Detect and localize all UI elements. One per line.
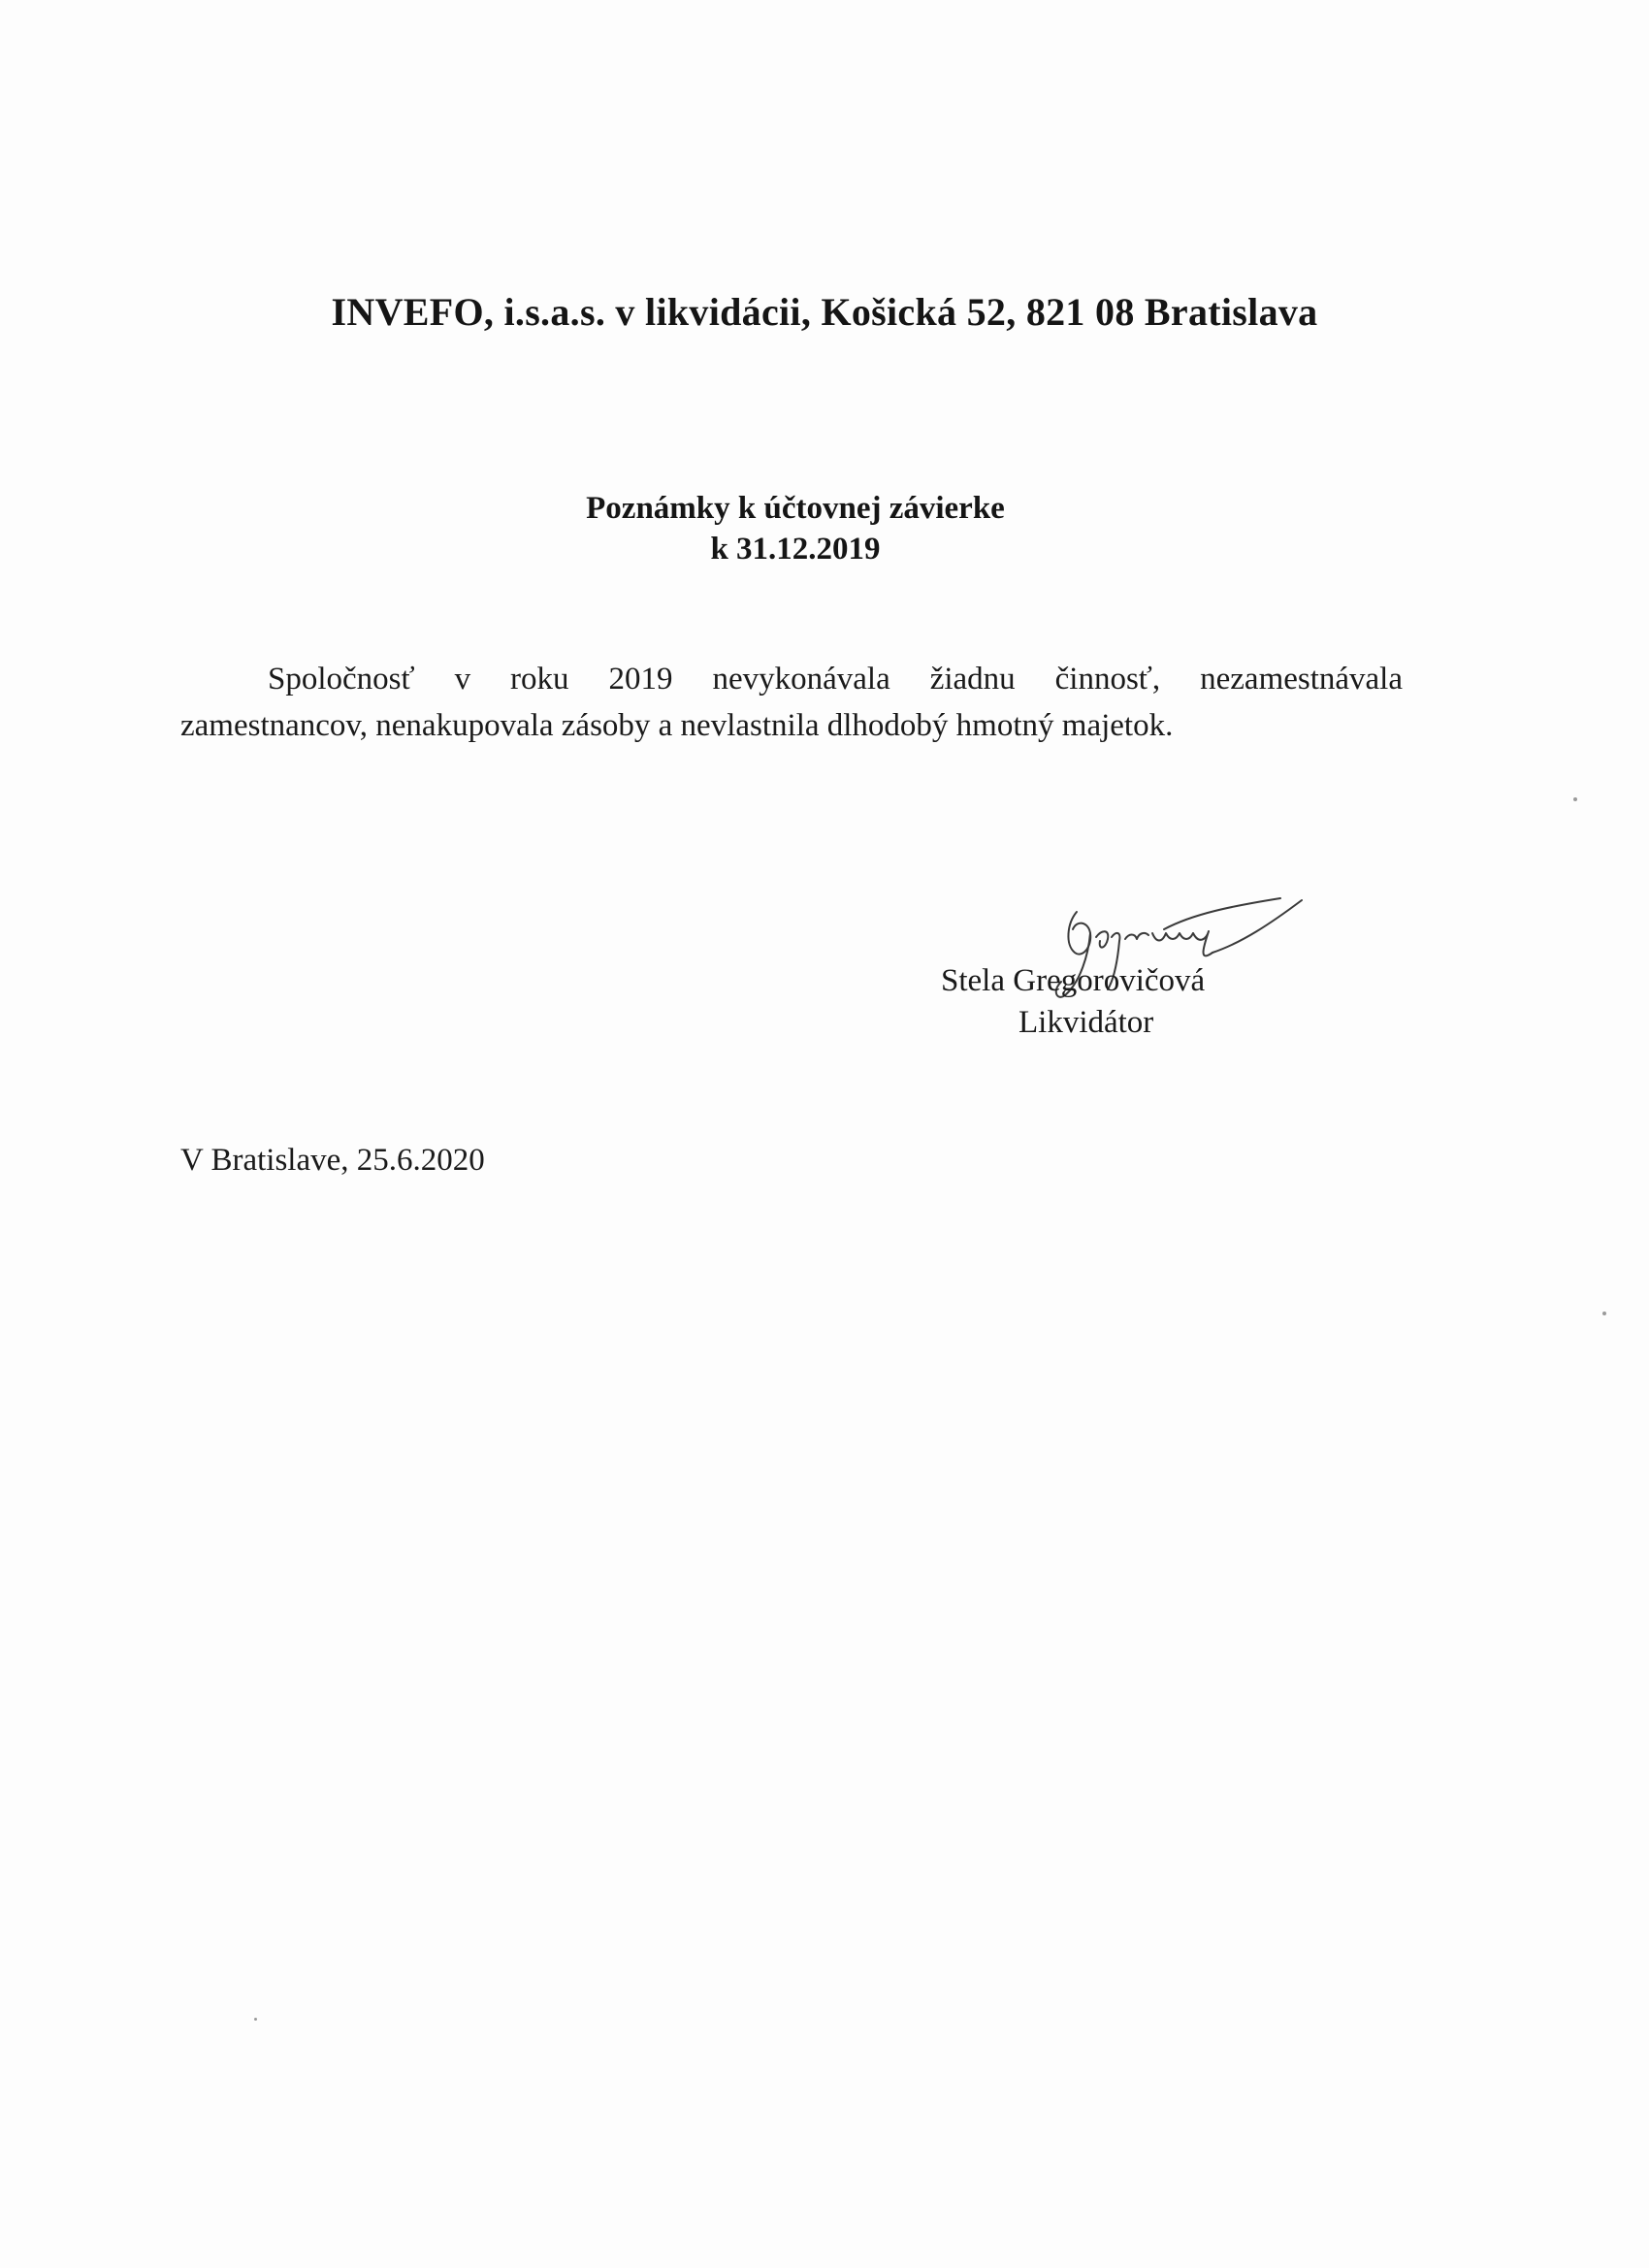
title-line-1: Poznámky k účtovnej závierke	[586, 491, 1005, 526]
body-paragraph	[180, 656, 1403, 749]
signer-name: Stela Gregorovičová	[941, 963, 1206, 998]
company-heading: INVEFO, i.s.a.s. v likvidácii, Košická 52, 821 08 Bratislava	[331, 290, 1318, 334]
paragraph-line-2: zamestnancov, nenakupovala zásoby a nevlastnila dlhodobý hmotný majetok.	[180, 708, 1174, 743]
signer-role: Likvidátor	[1018, 1005, 1154, 1040]
document-title	[0, 488, 1591, 569]
scan-speck	[254, 2018, 257, 2021]
paragraph-line-1: Spoločnosť v roku 2019 nevykonávala žiadnu činnosť, nezamestnávala	[268, 662, 1403, 697]
signature-block	[941, 960, 1251, 1044]
scan-speck	[1602, 1312, 1606, 1315]
place-and-date: V Bratislave, 25.6.2020	[180, 1143, 485, 1178]
title-line-2: k 31.12.2019	[710, 532, 881, 567]
scan-speck	[1573, 797, 1577, 801]
